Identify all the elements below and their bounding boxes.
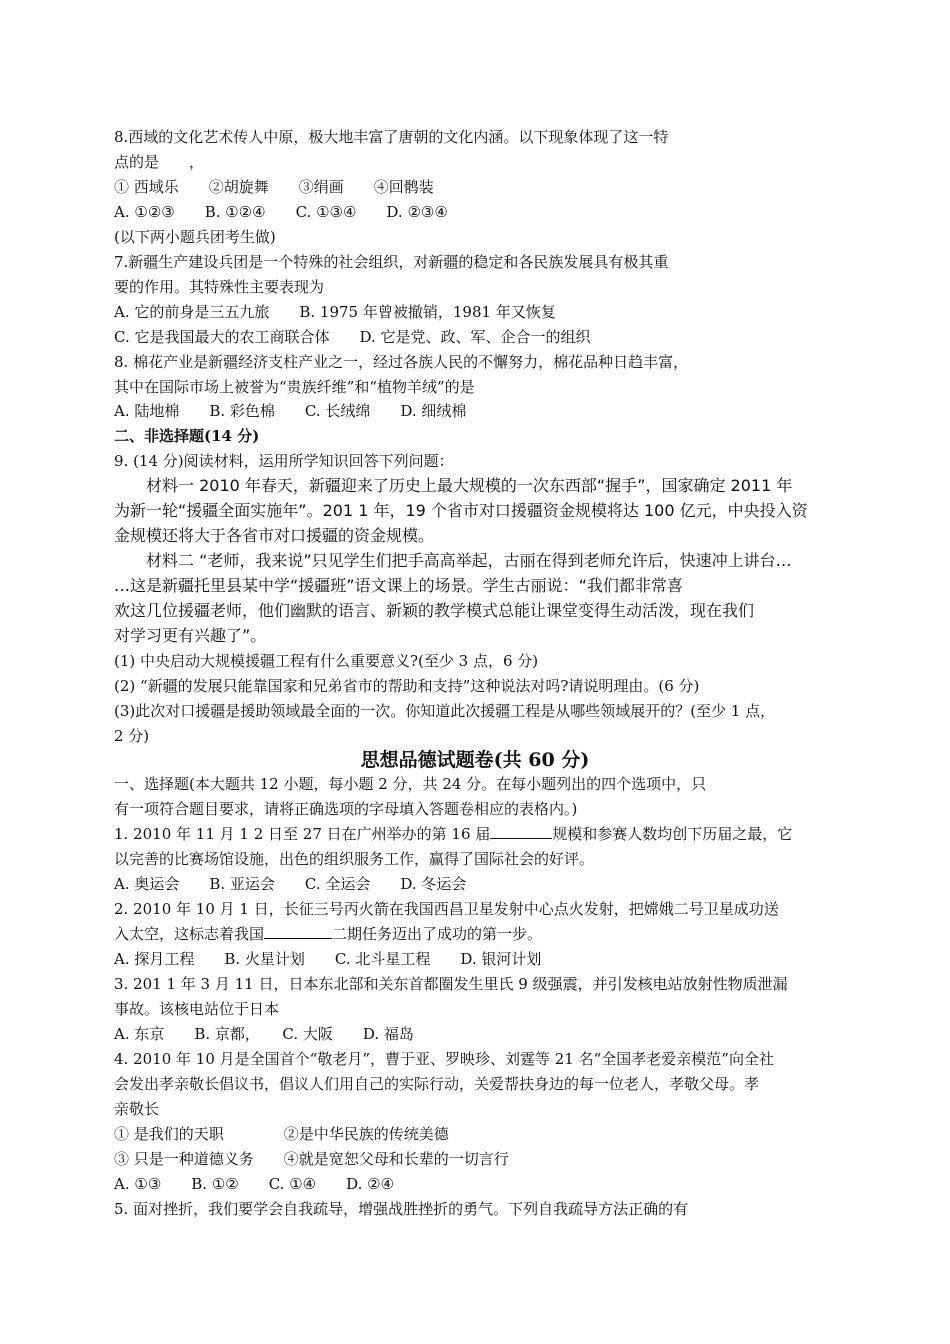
bingtuan-note: (以下两小题兵团考生做) [114,228,276,246]
q1-line-1 [114,824,792,844]
q1-choices: A. 奥运会 B. 亚运会 C. 全运会 D. 冬运会 [114,875,467,893]
material-line-5: …这是新疆托里县某中学“援疆班”语文课上的场景。学生古丽说：“我们都非常喜 [114,576,683,595]
q2-line-1: 2. 2010 年 10 月 1 日，长征三号丙火箭在我国西昌卫星发射中心点火发射，把嫦娥二号卫星成功送 [114,900,779,918]
q4-items-34: ③ 只是一种道德义务 ④就是宽恕父母和长辈的一切言行 [114,1150,509,1168]
section-title: 思想品德试题卷(共 60 分) [360,749,590,771]
q4-line-3: 亲敬长 [114,1100,160,1118]
q1-text-before-blank: 1. 2010 年 11 月 1 2 日至 27 日在广州举办的第 16 届 [114,825,491,843]
sub-question-3: (3)此次对口援疆是援助领域最全面的一次。你知道此次援疆工程是从哪些领域展开的？(至少 1 点， [114,702,776,720]
part1-instr-1: 一、选择题(本大题共 12 小题，每小题 2 分，共 24 分。在每小题列出的四个选项中，只 [114,775,707,793]
q4-line-1: 4. 2010 年 10 月是全国首个“敬老月”，曹于亚、罗映珍、刘霆等 21 名“全国孝老爱亲模范”向全社 [114,1050,774,1068]
q2-choices: A. 探月工程 B. 火星计划 C. 北斗星工程 D. 银河计划 [114,950,542,968]
sub-question-2: (2) “新疆的发展只能靠国家和兄弟省市的帮助和支持”这种说法对吗?请说明理由。(6 分) [114,677,700,695]
q8b-line-1: 8. 棉花产业是新疆经济支柱产业之一，经过各族人民的不懈努力，棉花品种日趋丰富， [114,353,689,371]
q8b-line-2: 其中在国际市场上被誉为“贵族纤维”和“植物羊绒”的是 [114,378,475,396]
q4-items-12: ① 是我们的天职 ②是中华民族的传统美德 [114,1125,449,1143]
q3-line-1: 3. 201 1 年 3 月 11 日，日本东北部和关东首都圈发生里氏 9 级强震，并引发核电站放射性物质泄漏 [114,975,788,993]
section2-heading: 二、非选择题(14 分) [114,427,260,445]
q2-blank [264,924,332,939]
q4-choices: A. ①③ B. ①② C. ①④ D. ②④ [114,1175,395,1193]
q7-choices-ab: A. 它的前身是三五九旅 B. 1975 年曾被撤销，1981 年又恢复 [114,303,556,321]
q3-line-2: 事故。该核电站位于日本 [114,1000,280,1018]
q8-line-1: 8.西域的文化艺术传人中原，极大地丰富了唐朝的文化内涵。以下现象体现了这一特 [114,128,669,146]
q2-text-before-blank: 入太空，这标志着我国 [114,925,265,943]
q7-choices-cd: C. 它是我国最大的农工商联合体 D. 它是党、政、军、企合一的组织 [114,328,591,346]
q2-line-2 [114,924,542,944]
q2-text-after-blank: 二期任务迈出了成功的第一步。 [332,925,543,943]
sub-question-3-cont: 2 分) [114,727,150,745]
q7-line-1: 7.新疆生产建设兵团是一个特殊的社会组织，对新疆的稳定和各民族发展具有极其重 [114,253,669,271]
sub-question-1: (1) 中央启动大规模援疆工程有什么重要意义?(至少 3 点，6 分) [114,652,539,670]
material-line-1: 材料一 2010 年春天，新疆迎来了历史上最大规模的一次东西部“握手”，国家确定 2011 年 [114,476,793,495]
material-line-2: 为新一轮“援疆全面实施年”。201 1 年，19 个省市对口援疆资金规模将达 100 亿元，中央投入资 [114,501,808,520]
q7-line-2: 要的作用。其特殊性主要表现为 [114,278,325,296]
q1-blank [490,824,552,839]
q8-answer-choices: A. ①②③ B. ①②④ C. ①③④ D. ②③④ [114,203,448,221]
material-line-6: 欢这几位援疆老师，他们幽默的语言、新颖的教学模式总能让课堂变得生动活泼，现在我们 [114,601,755,620]
q8b-choices: A. 陆地棉 B. 彩色棉 C. 长绒绵 D. 细绒棉 [114,402,467,420]
q1-text-after-blank: 规模和参赛人数均创下历届之最，它 [552,825,793,843]
q4-line-2: 会发出孝亲敬长倡议书，倡议人们用自己的实际行动，关爱帮扶身边的每一位老人，孝敬父母。孝 [114,1075,760,1093]
q5-line-1: 5. 面对挫折，我们要学会自我疏导，增强战胜挫折的勇气。下列自我疏导方法正确的有 [114,1200,689,1218]
q8-options-items: ① 西域乐 ②胡旋舞 ③绢画 ④回鹘装 [114,178,434,196]
q8-line-2: 点的是 ， [114,153,205,171]
material-line-3: 金规模还将大于各省市对口援疆的资金规模。 [114,526,435,545]
material-line-7: 对学习更有兴趣了”。 [114,626,267,645]
q1-line-2: 以完善的比赛场馆设施，出色的组织服务工作，赢得了国际社会的好评。 [114,850,595,868]
part1-instr-2: 有一项符合题目要求，请将正确选项的字母填入答题卷相应的表格内。) [114,800,578,818]
q3-choices: A. 东京 B. 京都， C. 大阪 D. 福岛 [114,1025,414,1043]
q9-intro: 9. (14 分)阅读材料，运用所学知识回答下列问题： [114,452,454,470]
material-line-4: 材料二 “老师，我来说”只见学生们把手高高举起，古丽在得到老师允许后，快速冲上讲台… [114,551,792,570]
